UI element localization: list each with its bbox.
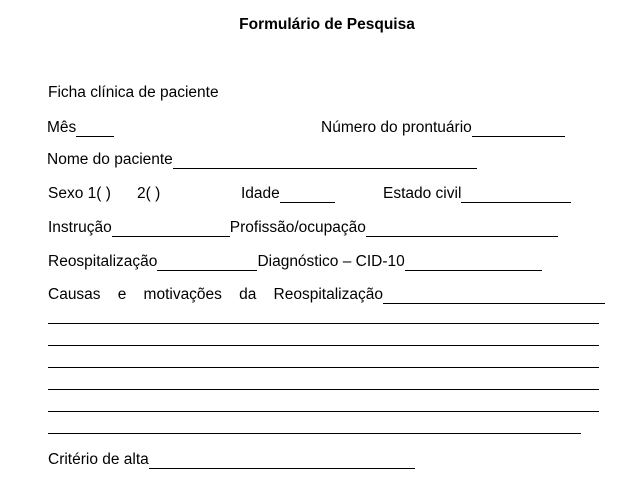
causas-line[interactable] <box>48 323 599 324</box>
mes-row <box>47 119 114 137</box>
reosp-field[interactable] <box>157 255 257 271</box>
criterio-label: Critério de alta <box>48 451 149 468</box>
causas-row <box>48 286 608 304</box>
idade-label: Idade <box>241 185 280 202</box>
causas-line[interactable] <box>48 345 599 346</box>
idade-field[interactable] <box>280 187 335 203</box>
causas-field[interactable] <box>383 288 605 304</box>
reosp-row <box>48 253 542 271</box>
prontuario-label: Número do prontuário <box>321 119 472 136</box>
section-heading: Ficha clínica de paciente <box>48 84 219 101</box>
sexo-option-2[interactable]: 2( ) <box>137 185 161 202</box>
nome-field[interactable] <box>173 153 477 169</box>
prontuario-field[interactable] <box>472 121 565 137</box>
instrucao-field[interactable] <box>112 221 230 237</box>
instrucao-row <box>48 219 558 237</box>
mes-field[interactable] <box>76 121 114 137</box>
causas-line[interactable] <box>48 367 599 368</box>
sexo-option-1[interactable]: Sexo 1( ) <box>48 185 111 202</box>
diagnostico-field[interactable] <box>405 255 542 271</box>
profissao-label: Profissão/ocupação <box>229 219 366 236</box>
causas-line[interactable] <box>48 389 599 390</box>
estado-civil-row <box>383 185 571 203</box>
nome-label: Nome do paciente <box>47 151 173 168</box>
causas-line[interactable] <box>48 433 581 434</box>
estado-civil-field[interactable] <box>461 187 571 203</box>
estado-civil-label: Estado civil <box>383 185 462 202</box>
profissao-field[interactable] <box>366 221 558 237</box>
criterio-row <box>48 451 415 469</box>
criterio-field[interactable] <box>149 453 415 469</box>
form-title: Formulário de Pesquisa <box>239 16 415 33</box>
idade-row <box>241 185 335 203</box>
reosp-label: Reospitalização <box>48 253 158 270</box>
causas-line[interactable] <box>48 411 599 412</box>
prontuario-row <box>321 119 565 137</box>
diagnostico-label: Diagnóstico – CID-10 <box>257 253 405 270</box>
instrucao-label: Instrução <box>48 219 112 236</box>
causas-label: Causas e motivações da Reospitalização <box>48 286 383 303</box>
mes-label: Mês <box>47 119 77 136</box>
nome-row <box>47 151 477 169</box>
